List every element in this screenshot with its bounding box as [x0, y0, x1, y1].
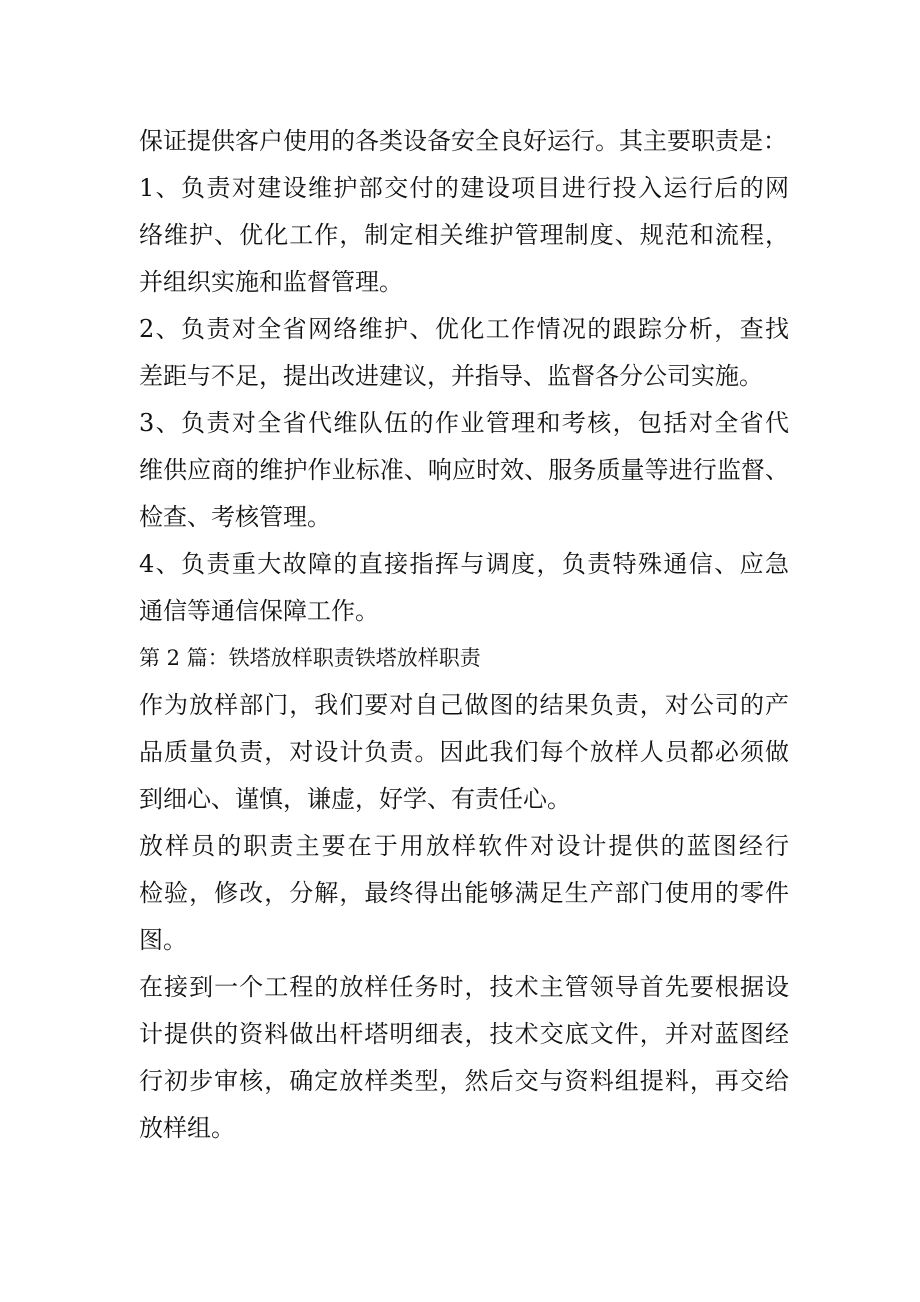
paragraph-layout-dept: [139, 682, 789, 823]
text-line: 保证提供客户使用的各类设备安全良好运行。其主要职责是：: [139, 127, 787, 155]
text-line: 通信等通信保障工作。: [139, 597, 379, 625]
paragraph-intro: [139, 118, 789, 165]
text-line: 3、负责对全省代维队伍的作业管理和考核，包括对全省代: [139, 409, 789, 437]
paragraph-layout-staff: [139, 823, 789, 964]
document-body: [139, 118, 789, 1152]
text-line: 络维护、优化工作，制定相关维护管理制度、规范和流程，: [139, 221, 789, 249]
paragraph-duty-2: [139, 306, 789, 400]
text-line: 4、负责重大故障的直接指挥与调度，负责特殊通信、应急: [139, 550, 789, 578]
text-line: 放样员的职责主要在于用放样软件对设计提供的蓝图经行: [139, 832, 789, 860]
paragraph-duty-1: [139, 165, 789, 306]
section-title: 第 2 篇：铁塔放样职责铁塔放样职责: [139, 646, 481, 670]
paragraph-duty-4: [139, 541, 789, 635]
text-line: 计提供的资料做出杆塔明细表，技术交底文件，并对蓝图经: [139, 1020, 789, 1048]
text-line: 图。: [139, 926, 187, 954]
text-line: 2、负责对全省网络维护、优化工作情况的跟踪分析，查找: [139, 315, 789, 343]
paragraph-duty-3: [139, 400, 789, 541]
text-line: 作为放样部门，我们要对自己做图的结果负责，对公司的产: [139, 691, 789, 719]
text-line: 到细心、谨慎，谦虚，好学、有责任心。: [139, 785, 571, 813]
text-line: 差距与不足，提出改进建议，并指导、监督各分公司实施。: [139, 362, 763, 390]
text-line: 并组织实施和监督管理。: [139, 268, 403, 296]
text-line: 品质量负责，对设计负责。因此我们每个放样人员都必须做: [139, 738, 789, 766]
text-line: 行初步审核，确定放样类型，然后交与资料组提料，再交给: [139, 1067, 789, 1095]
text-line: 维供应商的维护作业标准、响应时效、服务质量等进行监督、: [139, 456, 789, 484]
section-heading: [139, 635, 789, 682]
text-line: 检查、考核管理。: [139, 503, 331, 531]
text-line: 放样组。: [139, 1114, 235, 1142]
paragraph-layout-process: [139, 964, 789, 1152]
text-line: 检验，修改，分解，最终得出能够满足生产部门使用的零件: [139, 879, 789, 907]
text-line: 1、负责对建设维护部交付的建设项目进行投入运行后的网: [139, 174, 789, 202]
text-line: 在接到一个工程的放样任务时，技术主管领导首先要根据设: [139, 973, 789, 1001]
